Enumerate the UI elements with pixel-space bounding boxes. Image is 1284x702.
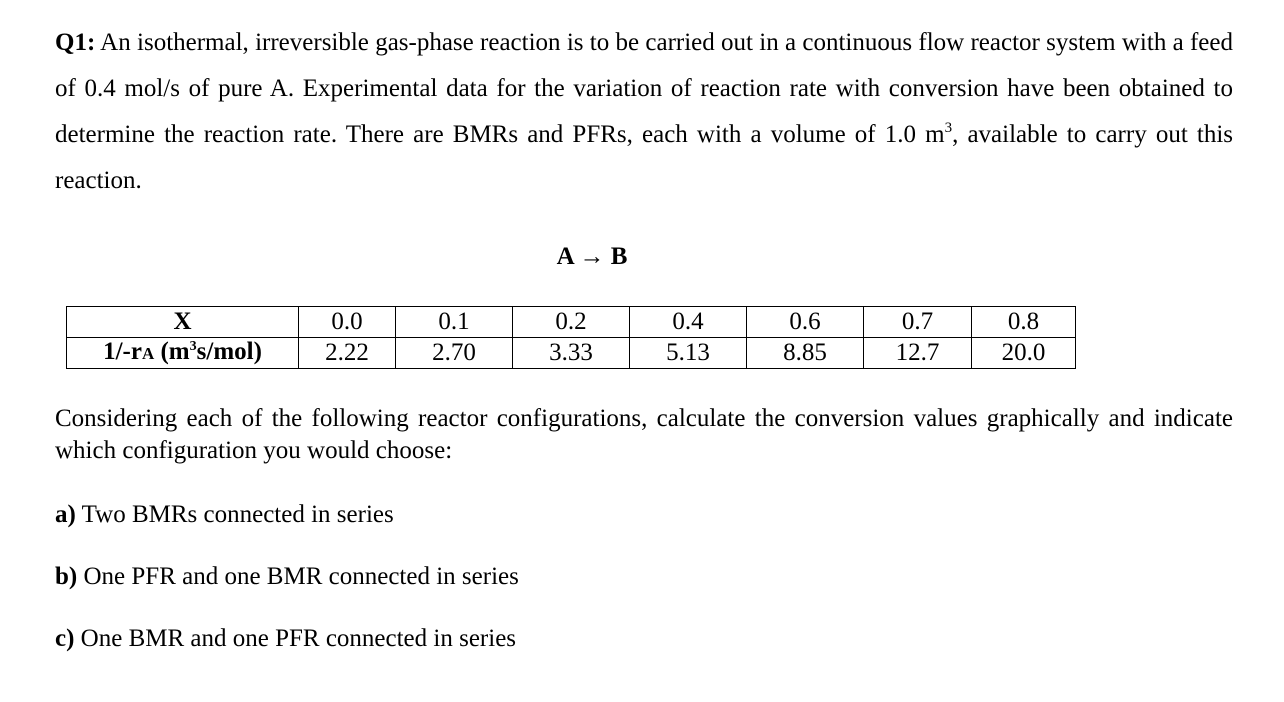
table-cell: 5.13: [630, 338, 747, 369]
table-header-x: X: [67, 307, 299, 338]
inverse-rate-subscript: A: [141, 344, 155, 363]
table-cell: 0.1: [396, 307, 513, 338]
table-row-inverse-rate: [67, 338, 1076, 369]
table-cell: 0.8: [972, 307, 1076, 338]
part-b-letter: b): [55, 563, 78, 590]
inverse-rate-unit-prefix: (m: [154, 338, 190, 365]
part-a-letter: a): [55, 501, 76, 528]
table-cell: 3.33: [513, 338, 630, 369]
question-label: Q1:: [55, 29, 96, 56]
data-table: [66, 306, 1076, 369]
table-cell: 0.6: [747, 307, 864, 338]
reaction-text: A → B: [556, 243, 628, 270]
inverse-rate-prefix: 1/-r: [103, 338, 142, 365]
instruction-paragraph: Considering each of the following reactor configurations, calculate the conversion values graphically and indicate which configuration you would choose:: [55, 405, 1233, 464]
table-cell: 20.0: [972, 338, 1076, 369]
table-cell: 0.2: [513, 307, 630, 338]
question-text-end: , available to carry out this reaction.: [55, 121, 1234, 194]
part-b-text: One PFR and one BMR connected in series: [77, 563, 519, 590]
table-cell: 8.85: [747, 338, 864, 369]
part-c-text: One BMR and one PFR connected in series: [74, 625, 517, 652]
table-cell: 12.7: [864, 338, 972, 369]
table-cell: 0.7: [864, 307, 972, 338]
part-a: [55, 499, 394, 531]
part-b: [55, 561, 519, 593]
question-text-main: An isothermal, irreversible gas-phase reaction is to be carried out in a continuous flow reactor system with a feed of 0.4 mol/s of pure A. Experimental data for the variation of reaction rate with conversion have been obtained to determine the reaction rate. There are BMRs and PFRs, each with a volume of 1.0 m: [55, 29, 1233, 148]
table-cell: 2.70: [396, 338, 513, 369]
inverse-rate-unit-exponent: 3: [189, 339, 197, 354]
table-cell: 0.0: [299, 307, 396, 338]
part-c: [55, 623, 516, 655]
table-cell: 2.22: [299, 338, 396, 369]
table-cell: 0.4: [630, 307, 747, 338]
table-header-inverse-rate: [67, 338, 299, 369]
table-row-conversion: [67, 307, 1076, 338]
inverse-rate-unit-suffix: s/mol): [196, 338, 262, 365]
unit-exponent: 3: [944, 120, 953, 136]
question-paragraph: [55, 20, 1233, 204]
part-c-letter: c): [55, 625, 75, 652]
part-a-text: Two BMRs connected in series: [75, 501, 394, 528]
reaction-equation: [0, 243, 1284, 271]
